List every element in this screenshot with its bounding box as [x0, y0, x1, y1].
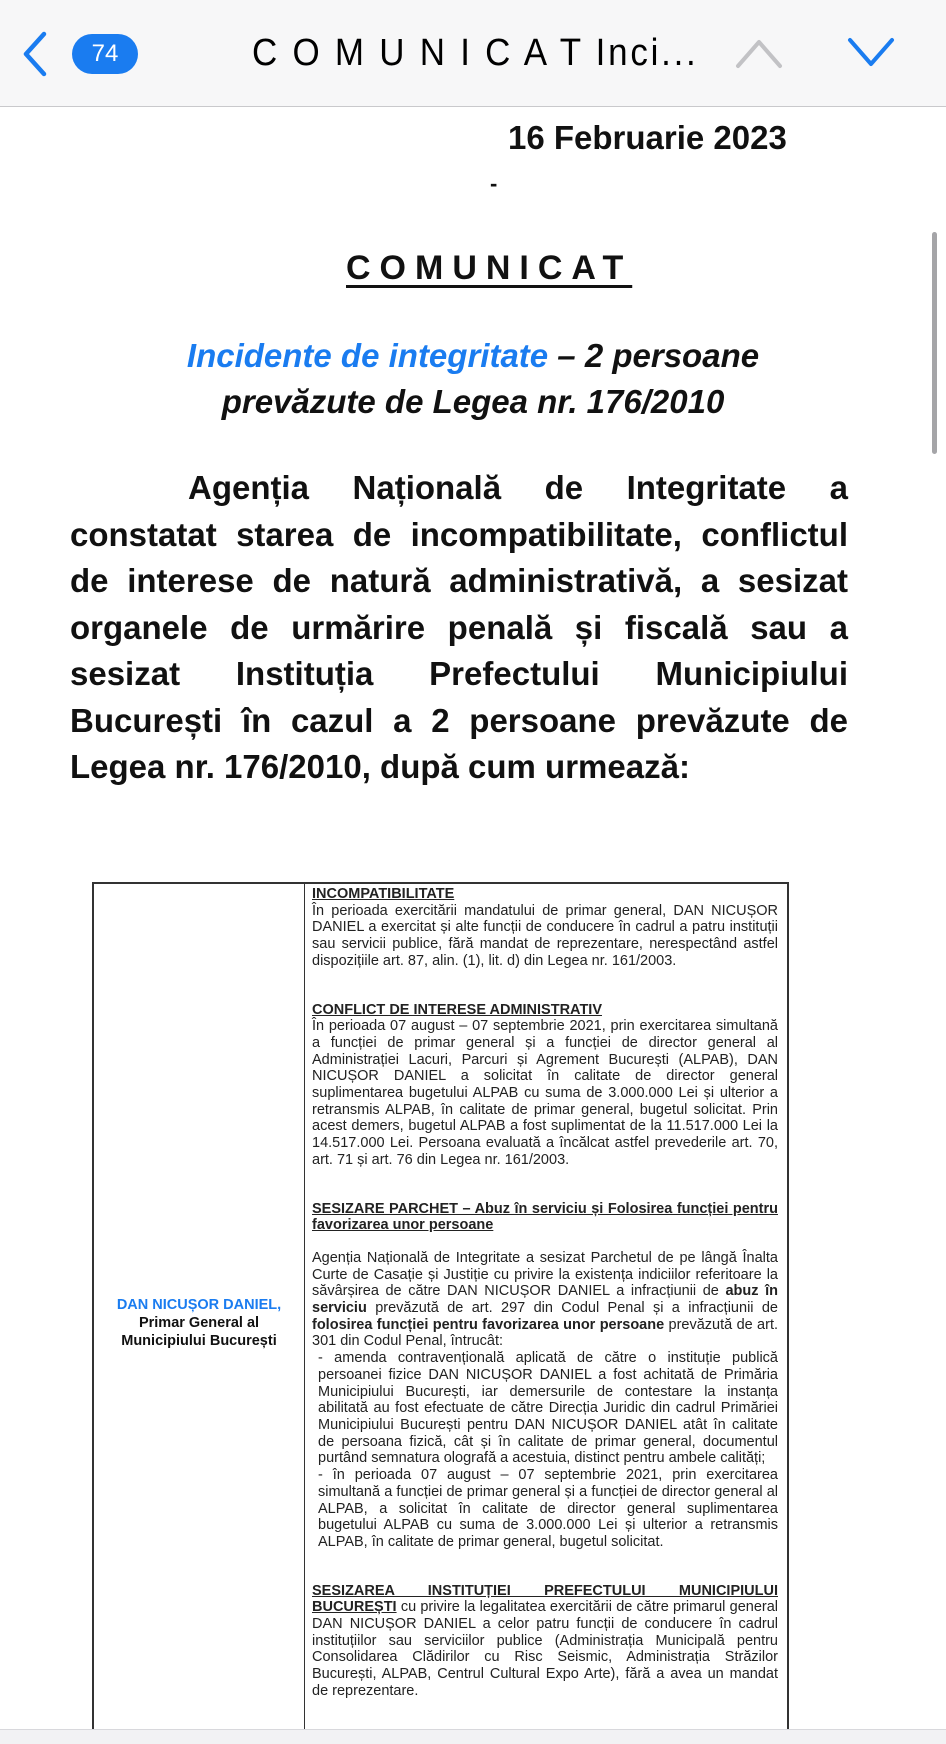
text-part: Agenția Națională de Integritate a sesizat Parchetul de pe lângă Înalta Curte de Casație și Justiție cu privire la existența indiciilor referitoare la săvârșirea de către DAN NICUȘOR DANIEL a infracțiunii de — [312, 1249, 778, 1300]
person-role-line2: Municipiului București — [121, 1333, 277, 1349]
intro-paragraph: Agenția Națională de Integritate a constatat starea de incompatibilitate, conflictul de interese de natură administrativă, a sesizat organele de urmărire penală și fiscală sau a sesizat Instituția Prefectului Municipiului București în cazul a 2 persoane prevăzute de Legea nr. 176/2010, după cum urmează: — [70, 469, 848, 785]
subtitle-line2: prevăzute de Legea nr. 176/2010 — [221, 383, 725, 420]
subtitle-highlight: Incidente de integritate — [186, 337, 549, 374]
message-subject-title: C O M U N I C A T Inci... — [252, 32, 699, 74]
text-part: prevăzută de art. 301 din Codul Penal, întrucât: — [312, 1316, 779, 1350]
section-conflict-interese — [312, 1002, 778, 1169]
section-incompatibilitate — [312, 886, 778, 970]
bullet-item: - în perioada 07 august – 07 septembrie 2021, prin exercitarea simultană a funcției de primar general și a funcției de director general al ALPAB, a solicitat în calitate de director general suplimentarea bugetului ALPAB cu suma de 3.000.000 Lei și ulterior a retransmis ALPAB, în calitate de primar general, bugetul solicitat. — [318, 1467, 778, 1550]
person-role-line1: Primar General al — [138, 1315, 260, 1331]
navigation-bar — [0, 0, 946, 107]
separator-dash: - — [490, 171, 498, 196]
person-name: DAN NICUȘOR DANIEL, — [116, 1297, 282, 1313]
chevron-up-icon[interactable] — [734, 36, 784, 70]
section-text — [312, 1250, 778, 1350]
document-subtitle — [0, 333, 946, 425]
document-date: 16 Februarie 2023 — [508, 119, 787, 156]
unread-count-badge[interactable]: 74 — [72, 34, 138, 74]
vertical-scrollbar[interactable] — [932, 232, 937, 454]
person-cell — [94, 884, 305, 1729]
document-heading: COMUNICAT — [346, 249, 633, 287]
section-text: În perioada exercitării mandatului de primar general, DAN NICUȘOR DANIEL a exercitat și alte funcții de conducere în cadrul a patru instituții sau servicii publice, fără mandat de reprezentare, nerespectând astfel dispozițiile art. 87, alin. (1), lit. d) din Legea nr. 161/2003. — [312, 902, 778, 969]
incidents-table — [92, 882, 789, 1729]
section-sesizare-parchet — [312, 1201, 778, 1551]
section-text: cu privire la legalitatea exercitării de către primarul general DAN NICUȘOR DANIEL a celor patru funcții de conducere în cadrul instituțiilor sau serviciilor publice (Administrația Municipală pentru Consolidarea Clădirilor cu Risc Seismic, Administrația Străzilor București, ALPAB, Centrul Cultural Expo Arte), fără a avea un mandat de reprezentare. — [312, 1599, 778, 1699]
section-title: SESIZAREA INSTITUȚIEI PREFECTULUI MUNICIPIULUI BUCUREȘTI — [312, 1582, 778, 1616]
text-bold: abuz în serviciu — [312, 1283, 779, 1317]
section-title: CONFLICT DE INTERESE ADMINISTRATIV — [312, 1001, 602, 1018]
section-sesizare-prefectura — [312, 1583, 778, 1700]
subtitle-rest: – 2 persoane — [548, 337, 760, 374]
section-text: În perioada 07 august – 07 septembrie 2021, prin exercitarea simultană a funcției de primar general și a funcției de director general al Administrației Lacuri, Parcuri și Agrement București (ALPAB), DAN NICUȘOR DANIEL a solicitat în calitate de director general suplimentarea bugetului ALPAB cu suma de 3.000.000 Lei și ulterior a retransmis ALPAB, în calitate de primar general, bugetul solicitat. Prin acest demers, bugetul ALPAB a fost suplimentat de la 11.517.000 Lei la 14.517.000 Lei. Persoana evaluată a încălcat astfel prevederile art. 70, art. 71 și art. 76 din Legea nr. 161/2003. — [312, 1018, 778, 1168]
bottom-toolbar — [0, 1729, 946, 1744]
bullet-item: - amenda contravențională aplicată de către o instituție publică persoanei fizice DAN NICUȘOR DANIEL a fost achitată de Primăria Municipiului București, iar demersurile de contestare la instanța abilitată au fost efectuate de către Direcția Juridic din cadrul Primăriei Municipiului București pentru DAN NICUȘOR DANIEL atât în calitate de persoana fizică, cât și în calitate de primar general, documentul purtând semnatura olografă a acestuia, distinct pentru ambele calități; — [318, 1350, 778, 1467]
section-title: SESIZARE PARCHET – Abuz în serviciu și Folosirea funcției pentru favorizarea unor persoane — [312, 1200, 778, 1234]
message-body[interactable] — [0, 107, 946, 1729]
incidents-cell — [312, 886, 778, 1700]
section-title: INCOMPATIBILITATE — [312, 886, 455, 902]
text-part: prevăzută de art. 297 din Codul Penal și a infracțiunii de — [366, 1300, 778, 1317]
text-bold: folosirea funcției pentru favorizarea unor persoane — [312, 1316, 665, 1333]
person-info — [94, 1296, 304, 1350]
chevron-left-icon[interactable] — [20, 30, 52, 78]
chevron-down-icon[interactable] — [846, 36, 896, 70]
